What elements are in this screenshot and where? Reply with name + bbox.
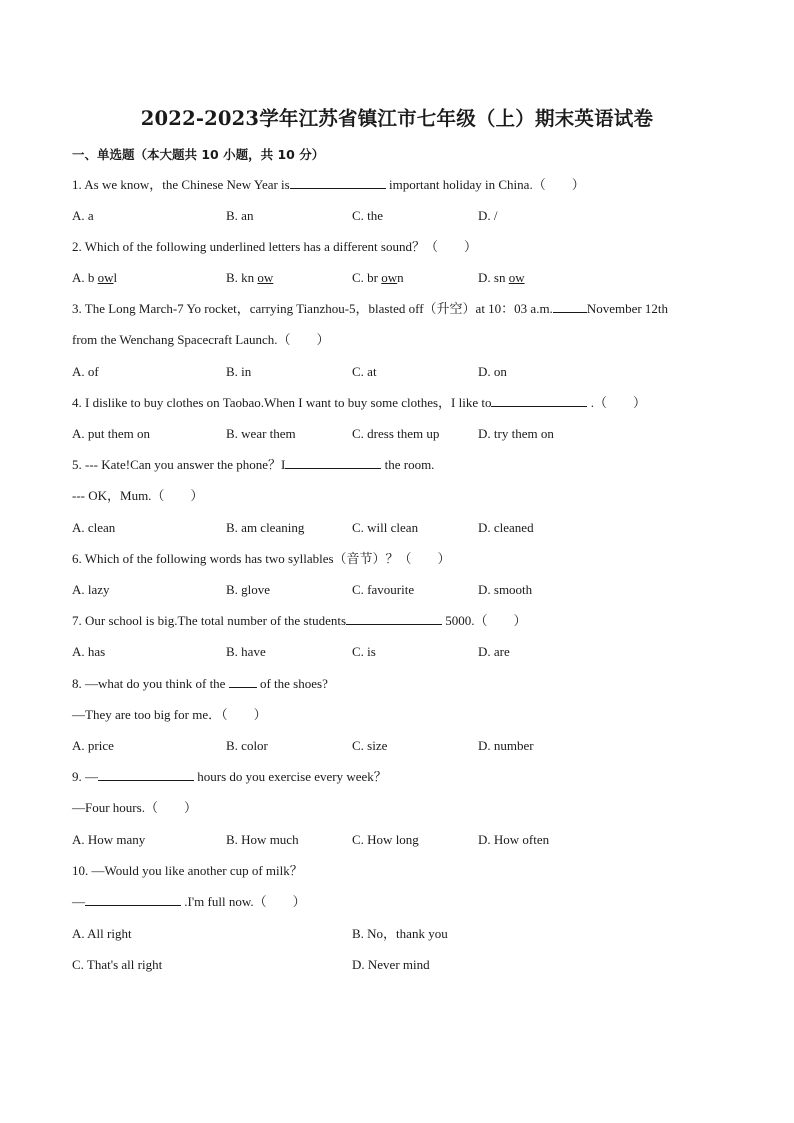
answer-blank	[346, 612, 442, 625]
question-text: 8. —what do you think of the	[72, 676, 229, 691]
question-7	[72, 612, 527, 630]
question-text: 4. I dislike to buy clothes on Taobao.When I want to buy some clothes，I like to	[72, 395, 492, 410]
question-5	[72, 456, 434, 474]
answer-blank	[290, 176, 386, 189]
question-1	[72, 176, 585, 194]
question-6: 6. Which of the following words has two syllables（音节）？（ ）	[72, 551, 451, 566]
option-a[interactable]: A. a	[72, 208, 94, 223]
question-text: of the shoes?	[256, 676, 328, 691]
question-2: 2. Which of the following underlined letters has a different sound？（ ）	[72, 239, 477, 254]
option-b[interactable]: B. an	[226, 208, 254, 223]
question-8	[72, 675, 328, 693]
option-c[interactable]: C. favourite	[352, 582, 415, 597]
option-c[interactable]: C. That's all right	[72, 957, 163, 972]
option-b[interactable]: B. in	[226, 364, 252, 379]
option-a[interactable]: A. lazy	[72, 582, 110, 597]
question-text: 5000.（ ）	[442, 613, 527, 628]
question-text: 3. The Long March-7 Yo rocket，carrying Tianzhou-5，blasted off（升空）at 10：03 a.m.	[72, 301, 553, 316]
question-10: 10. —Would you like another cup of milk？	[72, 863, 303, 878]
option-a[interactable]: A. All right	[72, 926, 132, 941]
option-a[interactable]: A. put them on	[72, 426, 150, 441]
option-d[interactable]: D. Never mind	[352, 957, 430, 972]
answer-blank	[98, 768, 194, 781]
question-5-reply: --- OK，Mum.（ ）	[72, 488, 204, 503]
answer-blank	[285, 456, 381, 469]
option-c[interactable]: C. dress them up	[352, 426, 440, 441]
option-d[interactable]: D. on	[478, 364, 507, 379]
question-4	[72, 394, 646, 412]
option-d[interactable]: D. number	[478, 738, 534, 753]
question-3	[72, 300, 668, 318]
option-d[interactable]: D. sn ow	[478, 270, 525, 285]
answer-blank	[491, 394, 587, 407]
question-text: .I'm full now.（ ）	[181, 894, 306, 909]
answer-blank	[229, 675, 257, 688]
option-c[interactable]: C. size	[352, 738, 388, 753]
question-8-reply: —They are too big for me．（ ）	[72, 707, 267, 722]
question-9	[72, 768, 387, 786]
answer-blank	[553, 300, 587, 313]
option-c[interactable]: C. will clean	[352, 520, 419, 535]
question-text: important holiday in China.（ ）	[385, 177, 585, 192]
question-text: 5. --- Kate!Can you answer the phone？I	[72, 457, 286, 472]
question-3-cont: from the Wenchang Spacecraft Launch.（ ）	[72, 332, 330, 347]
option-a[interactable]: A. b owl	[72, 270, 118, 285]
question-text: 9. —	[72, 769, 98, 784]
option-a[interactable]: A. clean	[72, 520, 116, 535]
option-b[interactable]: B. am cleaning	[226, 520, 305, 535]
option-d[interactable]: D. smooth	[478, 582, 533, 597]
option-a[interactable]: A. of	[72, 364, 99, 379]
option-c[interactable]: C. at	[352, 364, 377, 379]
answer-blank	[85, 893, 181, 906]
question-10-reply	[72, 893, 306, 911]
option-b[interactable]: B. kn ow	[226, 270, 274, 285]
option-b[interactable]: B. No，thank you	[352, 926, 448, 941]
option-a[interactable]: A. has	[72, 644, 106, 659]
question-text: —	[72, 894, 85, 909]
option-b[interactable]: B. have	[226, 644, 266, 659]
question-9-reply: —Four hours.（ ）	[72, 800, 197, 815]
option-d[interactable]: D. try them on	[478, 426, 554, 441]
option-d[interactable]: D. /	[478, 208, 498, 223]
option-d[interactable]: D. How often	[478, 832, 550, 847]
option-c[interactable]: C. How long	[352, 832, 419, 847]
question-text: November 12th	[586, 301, 669, 316]
section-heading: 一、单选题（本大题共 10 小题，共 10 分）	[72, 147, 325, 162]
question-text: hours do you exercise every week？	[194, 769, 387, 784]
option-a[interactable]: A. How many	[72, 832, 146, 847]
option-b[interactable]: B. How much	[226, 832, 299, 847]
option-b[interactable]: B. wear them	[226, 426, 296, 441]
option-d[interactable]: D. cleaned	[478, 520, 534, 535]
option-b[interactable]: B. color	[226, 738, 268, 753]
option-d[interactable]: D. are	[478, 644, 510, 659]
question-text: 1. As we know，the Chinese New Year is	[72, 177, 290, 192]
question-text: 7. Our school is big.The total number of the students	[72, 613, 347, 628]
question-text: the room.	[381, 457, 435, 472]
option-b[interactable]: B. glove	[226, 582, 271, 597]
option-c[interactable]: C. the	[352, 208, 384, 223]
option-a[interactable]: A. price	[72, 738, 114, 753]
page-title: 2022-2023学年江苏省镇江市七年级（上）期末英语试卷	[140, 107, 654, 130]
option-c[interactable]: C. is	[352, 644, 376, 659]
option-c[interactable]: C. br own	[352, 270, 404, 285]
question-text: .（ ）	[590, 395, 646, 410]
